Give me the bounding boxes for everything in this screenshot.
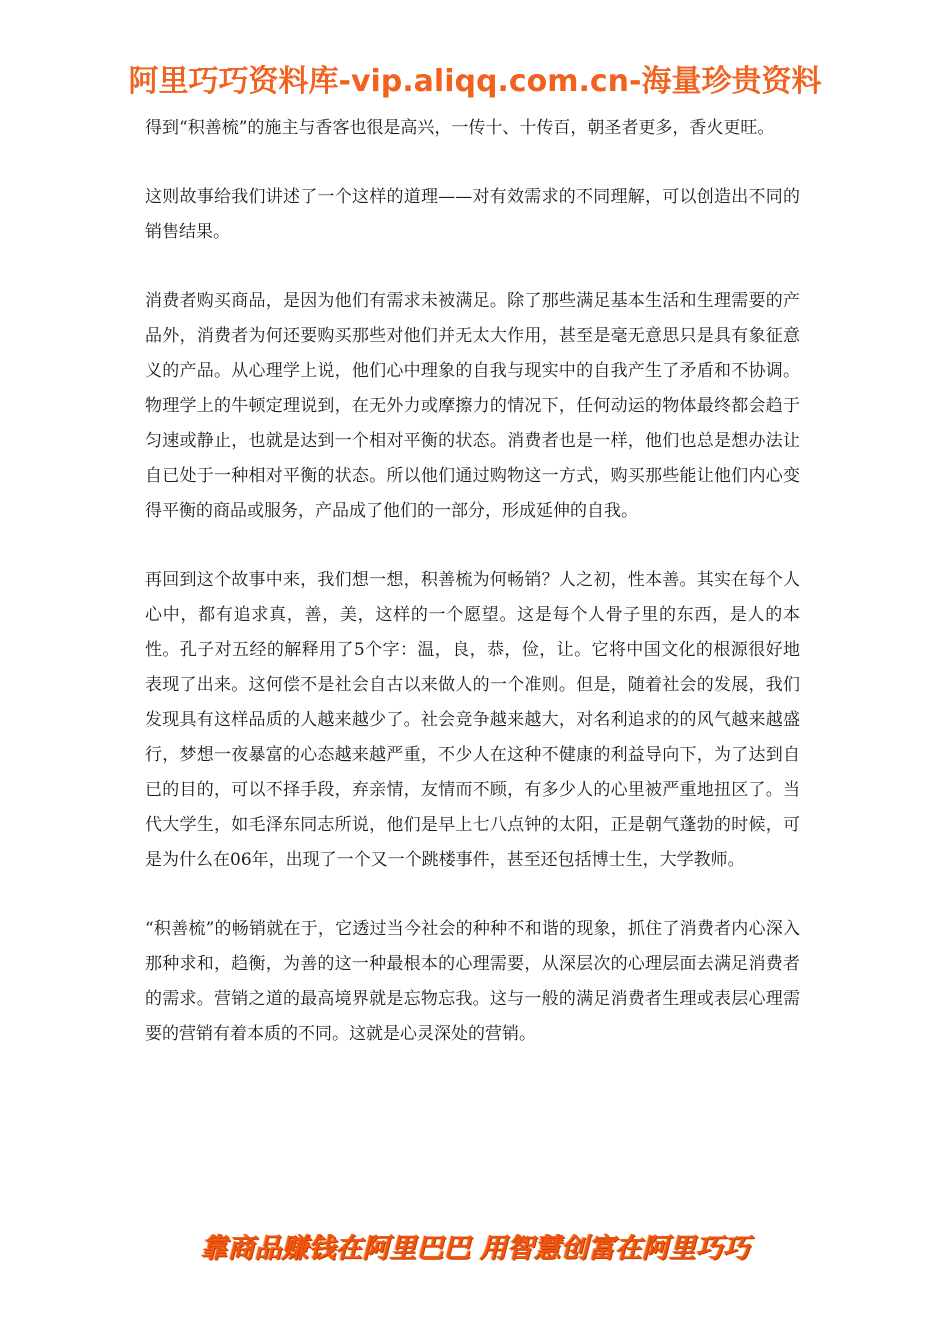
paragraph-1: 得到“积善梳”的施主与香客也很是高兴，一传十、十传百，朝圣者更多，香火更旺。	[145, 118, 775, 138]
paragraph-2: 这则故事给我们讲述了一个这样的道理——对有效需求的不同理解，可以创造出不同的销售结果。	[145, 187, 800, 242]
header-banner: 阿里巧巧资料库-vip.aliqq.com.cn-海量珍贵资料	[128, 64, 822, 99]
paragraph-4: 再回到这个故事中来，我们想一想，积善梳为何畅销？人之初，性本善。其实在每个人心中，都有追求真，善，美，这样的一个愿望。这是每个人骨子里的东西，是人的本性。孔子对五经的解释用了5个字：温，良，恭，俭，让。它将中国文化的根源很好地表现了出来。这何偿不是社会自古以来做人的一个准则。但是，随着社会的发展，我们发现具有这样品质的人越来越少了。社会竞争越来越大，对名利追求的的风气越来越盛行，梦想一夜暴富的心态越来越严重，不少人在这种不健康的利益导向下，为了达到自已的目的，可以不择手段，弃亲情，友情而不顾，有多少人的心里被严重地扭区了。当代大学生，如毛泽东同志所说，他们是早上七八点钟的太阳，正是朝气蓬勃的时候，可是为什么在06年，出现了一个又一个跳楼事件，甚至还包括博士生，大学教师。	[145, 570, 800, 870]
article-body	[145, 111, 800, 1086]
paragraph-3: 消费者购买商品，是因为他们有需求未被满足。除了那些满足基本生活和生理需要的产品外，消费者为何还要购买那些对他们并无太大作用，甚至是毫无意思只是具有象征意义的产品。从心理学上说，他们心中理象的自我与现实中的自我产生了矛盾和不协调。物理学上的牛顿定理说到，在无外力或摩擦力的情况下，任何动运的物体最终都会趋于匀速或静止，也就是达到一个相对平衡的状态。消费者也是一样，他们也总是想办法让自已处于一种相对平衡的状态。所以他们通过购物这一方式，购买那些能让他们内心变得平衡的商品或服务，产品成了他们的一部分，形成延伸的自我。	[145, 291, 800, 521]
footer-banner: 靠商品赚钱在阿里巴巴 用智慧创富在阿里巧巧	[200, 1233, 750, 1264]
paragraph-5: “积善梳”的畅销就在于，它透过当今社会的种种不和谐的现象，抓住了消费者内心深入那种求和，趋衡，为善的这一种最根本的心理需要，从深层次的心理层面去满足消费者的需求。营销之道的最高境界就是忘物忘我。这与一般的满足消费者生理或表层心理需要的营销有着本质的不同。这就是心灵深处的营销。	[145, 919, 800, 1044]
